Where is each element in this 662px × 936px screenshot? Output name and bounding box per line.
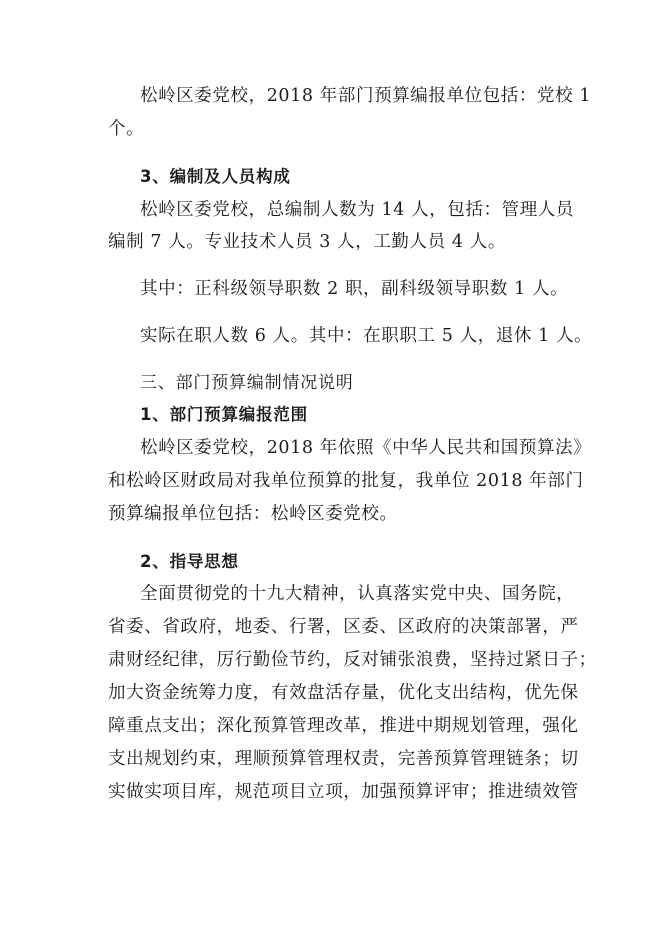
paragraph-budget-scope-line-1: 松岭区委党校，2018 年依照《中华人民共和国预算法》 — [140, 438, 592, 458]
heading-staff-composition: 3、编制及人员构成 — [140, 167, 291, 186]
paragraph-budget-scope-line-3: 预算编报单位包括：松岭区委党校。 — [108, 504, 398, 524]
paragraph-guiding-line-1: 全面贯彻党的十九大精神，认真落实党中央、国务院， — [140, 584, 575, 604]
paragraph-staffing-line-1: 松岭区委党校，总编制人数为 14 人，包括：管理人员 — [140, 200, 574, 220]
heading-guiding-principles: 2、指导思想 — [140, 552, 239, 571]
paragraph-guiding-line-6: 支出规划约束，理顺预算管理权责，完善预算管理链条；切 — [108, 749, 579, 769]
paragraph-guiding-line-4: 加大资金统筹力度，有效盘活存量，优化支出结构，优先保 — [108, 683, 579, 703]
paragraph-guiding-line-5: 障重点支出；深化预算管理改革，推进中期规划管理，强化 — [108, 716, 579, 736]
section-heading-budget-preparation: 三、部门预算编制情况说明 — [140, 373, 354, 393]
paragraph-budget-scope-line-2: 和松岭区财政局对我单位预算的批复，我单位 2018 年部门 — [108, 471, 584, 491]
paragraph-guiding-line-2: 省委、省政府，地委、行署，区委、区政府的决策部署，严 — [108, 617, 579, 637]
heading-budget-scope: 1、部门预算编报范围 — [140, 405, 308, 424]
paragraph-unit-scope-line-2: 个。 — [108, 119, 145, 139]
paragraph-leadership-posts: 其中：正科级领导职数 2 职，副科级领导职数 1 人。 — [140, 279, 569, 299]
paragraph-guiding-line-7: 实做实项目库，规范项目立项，加强预算评审；推进绩效管 — [108, 782, 579, 802]
paragraph-guiding-line-3: 肃财经纪律，厉行勤俭节约，反对铺张浪费，坚持过紧日子； — [108, 650, 597, 670]
paragraph-actual-staff: 实际在职人数 6 人。其中：在职职工 5 人，退休 1 人。 — [140, 326, 593, 346]
paragraph-staffing-line-2: 编制 7 人。专业技术人员 3 人，工勤人员 4 人。 — [108, 232, 506, 252]
paragraph-unit-scope-line-1: 松岭区委党校，2018 年部门预算编报单位包括：党校 1 — [140, 86, 592, 106]
